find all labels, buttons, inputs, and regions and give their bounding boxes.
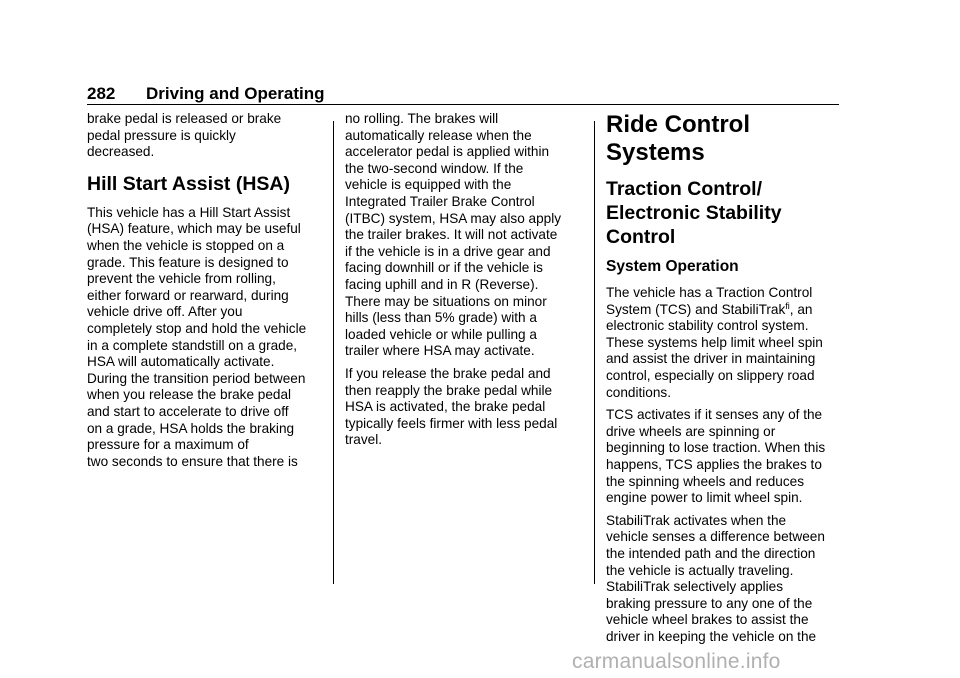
section-title: Ride Control Systems	[606, 111, 750, 166]
text-line: TCS activates if it senses any of the	[606, 407, 823, 423]
text-line: beginning to lose traction. When this	[606, 440, 826, 456]
subsection-title-line: Electronic Stability	[606, 202, 782, 224]
text-line: pedal pressure is quickly	[87, 127, 236, 143]
text-line: HSA is activated, the brake pedal	[345, 399, 546, 415]
text-line: If you release the brake pedal and	[345, 365, 551, 381]
text-line: decreased.	[87, 144, 155, 160]
page-header	[87, 84, 839, 106]
text-line: the intended path and the direction	[606, 545, 816, 561]
hsa-continued-paragraph	[345, 111, 583, 360]
text-fragment: , an	[789, 301, 813, 317]
text-line: the trailer brakes. It will not activate	[345, 227, 558, 243]
text-line: loaded vehicle or while pulling a	[345, 326, 537, 342]
text-line: no rolling. The brakes will	[345, 111, 499, 126]
text-line: when the vehicle is stopped on a	[87, 237, 285, 253]
text-line: There may be situations on minor	[345, 293, 547, 309]
text-line: braking pressure to any one of the	[606, 595, 813, 611]
intro-paragraph	[87, 111, 327, 161]
brake-pedal-paragraph	[345, 366, 583, 449]
tcs-intro-paragraph	[606, 285, 842, 401]
subsection-title-line: Traction Control/	[606, 178, 762, 200]
subsection-title-line: Control	[606, 226, 676, 248]
text-line: either forward or rearward, during	[87, 287, 289, 303]
chapter-title: Driving and Operating	[146, 84, 325, 103]
text-line: hills (less than 5% grade) with a	[345, 310, 537, 326]
text-line: happens, TCS applies the brakes to	[606, 456, 822, 472]
site-watermark: carmanualsonline.info	[572, 650, 781, 673]
text-line: The vehicle has a Traction Control	[606, 285, 813, 300]
text-line: automatically release when the	[345, 127, 532, 143]
text-line: engine power to limit wheel spin.	[606, 490, 803, 506]
hsa-heading: Hill Start Assist (HSA)	[87, 172, 290, 195]
text-line: prevent the vehicle from rolling,	[87, 271, 276, 287]
text-line: in a complete standstill on a grade,	[87, 337, 298, 353]
text-line: drive wheels are spinning or	[606, 423, 776, 439]
text-line: conditions.	[606, 384, 671, 400]
header-rule	[87, 104, 839, 105]
text-line: Integrated Trailer Brake Control	[345, 193, 535, 209]
text-line: (ITBC) system, HSA may also apply	[345, 210, 562, 226]
hsa-paragraph	[87, 205, 327, 471]
text-line: the two-second window. If the	[345, 160, 524, 176]
text-line: then reapply the brake pedal while	[345, 382, 553, 398]
system-operation-heading: System Operation	[606, 258, 739, 275]
text-line: vehicle wheel brakes to assist the	[606, 612, 809, 628]
column-2	[345, 111, 583, 449]
text-line: if the vehicle is in a drive gear and	[345, 243, 551, 259]
page-number: 282	[87, 84, 116, 103]
text-line: facing uphill and in R (Reverse).	[345, 276, 539, 292]
text-line: the vehicle is actually traveling.	[606, 562, 794, 578]
text-line: vehicle is equipped with the	[345, 177, 512, 193]
text-line: trailer where HSA may activate.	[345, 343, 535, 359]
text-line: on a grade, HSA holds the braking	[87, 420, 295, 436]
column-divider-1	[333, 121, 334, 584]
text-line: vehicle senses a difference between	[606, 529, 825, 545]
column-3	[606, 111, 842, 645]
text-line: (HSA) feature, which may be useful	[87, 221, 301, 237]
column-1	[87, 111, 327, 470]
text-line: two seconds to ensure that there is	[87, 453, 298, 469]
text-line: StabiliTrak activates when the	[606, 512, 787, 528]
stabilitrak-paragraph	[606, 513, 842, 646]
text-line: driver in keeping the vehicle on the	[606, 628, 817, 644]
text-line: when you release the brake pedal	[87, 387, 292, 403]
text-line: These systems help limit wheel spin	[606, 334, 823, 350]
text-line: the spinning wheels and reduces	[606, 473, 804, 489]
text-line: StabiliTrak selectively applies	[606, 579, 784, 595]
text-line: HSA will automatically activate.	[87, 354, 275, 370]
text-line: completely stop and hold the vehicle	[87, 320, 307, 336]
text-line	[606, 302, 842, 319]
text-line: electronic stability control system.	[606, 318, 809, 334]
text-line: and assist the driver in maintaining	[606, 351, 816, 367]
text-line: accelerator pedal is applied within	[345, 144, 550, 160]
text-line: typically feels firmer with less pedal	[345, 415, 558, 431]
text-line: travel.	[345, 432, 383, 448]
text-line: facing downhill or if the vehicle is	[345, 260, 543, 276]
text-line: vehicle drive off. After you	[87, 304, 243, 320]
text-fragment: System (TCS) and StabiliTrak	[606, 301, 786, 317]
text-line: pressure for a maximum of	[87, 437, 249, 453]
text-line: and start to accelerate to drive off	[87, 403, 289, 419]
text-line: grade. This feature is designed to	[87, 254, 289, 270]
text-line: control, especially on slippery road	[606, 367, 815, 383]
tcs-activation-paragraph	[606, 407, 842, 507]
subsection-title	[606, 177, 842, 249]
text-line: This vehicle has a Hill Start Assist	[87, 204, 291, 220]
text-line: brake pedal is released or brake	[87, 111, 282, 126]
trademark-mark: fi	[785, 300, 790, 311]
text-line: During the transition period between	[87, 370, 306, 386]
column-divider-2	[594, 121, 595, 584]
